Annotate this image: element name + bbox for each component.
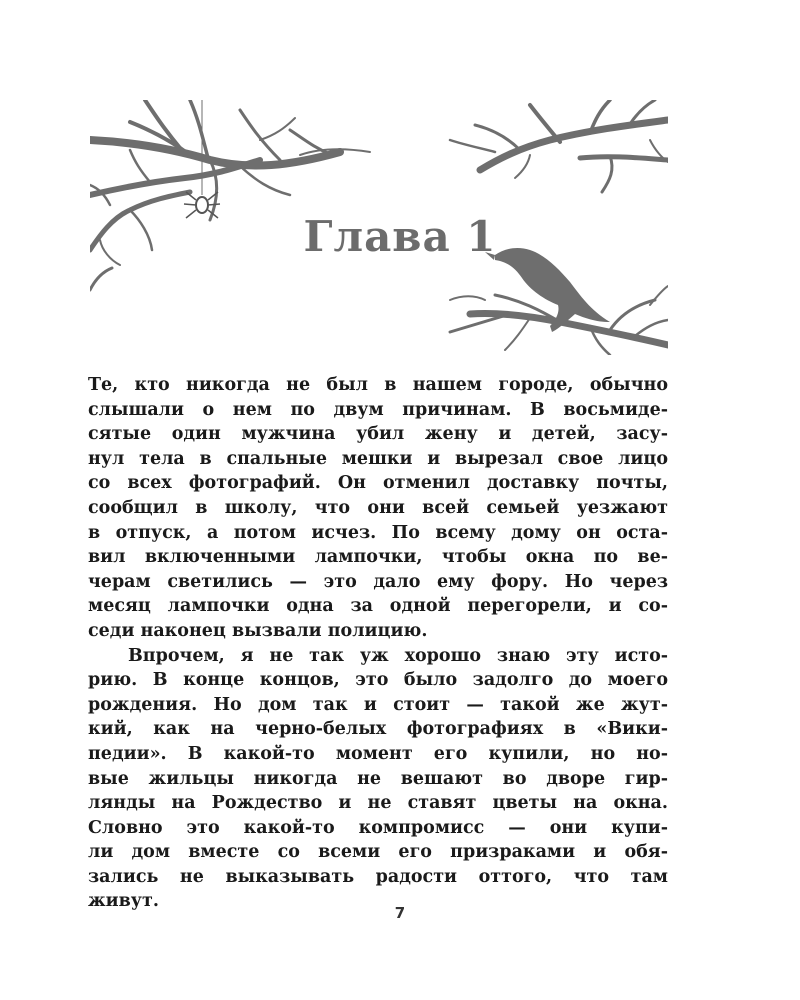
- text-line: Словно это какой-то компромисс — они купи-: [88, 817, 668, 838]
- text-line: Впрочем, я не так уж хорошо знаю эту исто-: [128, 645, 668, 666]
- text-line: вил включенными лампочки, чтобы окна по ве-: [88, 547, 668, 568]
- text-line: в отпуск, а потом исчез. По всему дому он оста-: [88, 522, 668, 543]
- text-line: ли дом вместе со всеми его призраками и обя-: [88, 842, 668, 863]
- text-line: сятые один мужчина убил жену и детей, засу-: [88, 424, 668, 445]
- text-line: седи наконец вызвали полицию.: [88, 620, 428, 641]
- text-line: лянды на Рождество и не ставят цветы на окна.: [88, 793, 668, 814]
- text-line: рождения. Но дом так и стоит — такой же жут-: [88, 694, 668, 715]
- text-line: зались не выказывать радости оттого, что там: [88, 866, 668, 887]
- text-line: слышали о нем по двум причинам. В восьмиде-: [88, 399, 668, 420]
- text-line: со всех фотографий. Он отменил доставку почты,: [88, 473, 668, 494]
- page-number: 7: [394, 904, 406, 922]
- text-line: Те, кто никогда не был в нашем городе, обычно: [88, 375, 668, 395]
- text-line: вые жильцы никогда не вешают во дворе гир-: [88, 768, 668, 789]
- text-line: месяц лампочки одна за одной перегорели, и со-: [88, 596, 668, 617]
- chapter-title: Глава 1: [303, 212, 497, 261]
- text-line: нул тела в спальные мешки и вырезал свое лицо: [88, 448, 668, 469]
- text-line: педии». В какой-то момент его купили, но но-: [88, 743, 668, 764]
- text-line: черам светились — это дало ему фору. Но через: [88, 571, 668, 592]
- text-line: сообщил в школу, что они всей семьей уезжают: [88, 497, 668, 518]
- chapter-body: [88, 373, 668, 914]
- text-line: живут.: [88, 891, 159, 912]
- text-line: рию. В конце концов, это было задолго до моего: [88, 670, 668, 691]
- text-line: кий, как на черно-белых фотографиях в «Вики-: [88, 719, 668, 740]
